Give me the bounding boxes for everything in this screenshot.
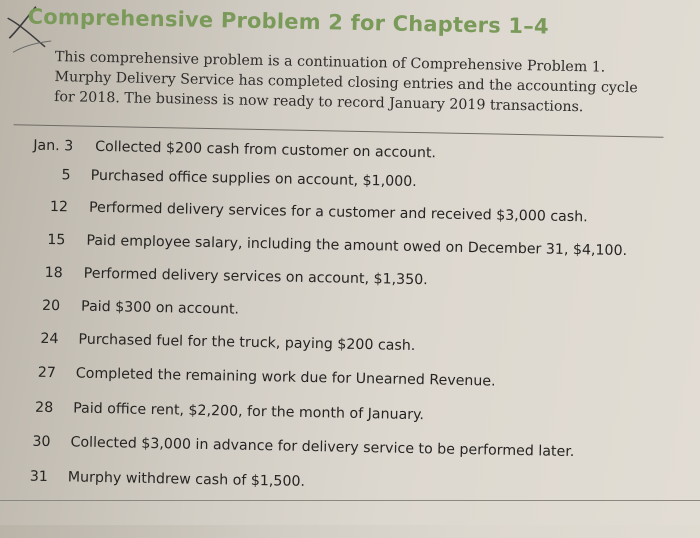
transaction-date: 30 xyxy=(32,433,51,451)
transaction-date: 24 xyxy=(40,330,59,348)
transaction-date: 20 xyxy=(41,297,61,315)
transaction-description: Murphy withdrew cash of $1,500. xyxy=(67,469,306,490)
transaction-date: 5 xyxy=(61,167,71,184)
transaction-description: Paid $300 on account. xyxy=(80,298,240,318)
transaction-date: 31 xyxy=(29,468,49,486)
transaction-description: Collected $200 cash from customer on account. xyxy=(95,138,437,162)
transaction-date: 15 xyxy=(47,231,66,249)
transaction-description: Paid employee salary, including the amount owed on December 31, $4,100. xyxy=(86,232,628,260)
transaction-date: 18 xyxy=(44,264,63,282)
transaction-description: Performed delivery services on account, $1,350. xyxy=(83,265,428,289)
transaction-date: 28 xyxy=(34,399,54,417)
transaction-description: Purchased fuel for the truck, paying $200 cash. xyxy=(78,331,416,355)
transaction-description: Purchased office supplies on account, $1,000. xyxy=(90,167,417,191)
transaction-description: Paid office rent, $2,200, for the month of January. xyxy=(73,400,425,424)
transaction-date: 27 xyxy=(37,364,57,382)
transaction-description: Performed delivery services for a customer and received $3,000 cash. xyxy=(88,199,588,226)
divider-top xyxy=(14,124,664,137)
transaction-description: Collected $3,000 in advance for delivery service to be performed later. xyxy=(70,434,575,461)
transaction-date: Jan. 3 xyxy=(33,137,74,155)
page-title: Comprehensive Problem 2 for Chapters 1–4 xyxy=(27,4,549,39)
transaction-date: 12 xyxy=(49,198,69,216)
transaction-description: Completed the remaining work due for Unearned Revenue. xyxy=(75,365,496,390)
intro-paragraph: This comprehensive problem is a continuation of Comprehensive Problem 1. Murphy Delivery Service has completed closing entries and the accounting cycle for 2018. The business is now ready to record January 2019 transactions. xyxy=(53,49,638,116)
divider-bottom xyxy=(0,500,700,501)
